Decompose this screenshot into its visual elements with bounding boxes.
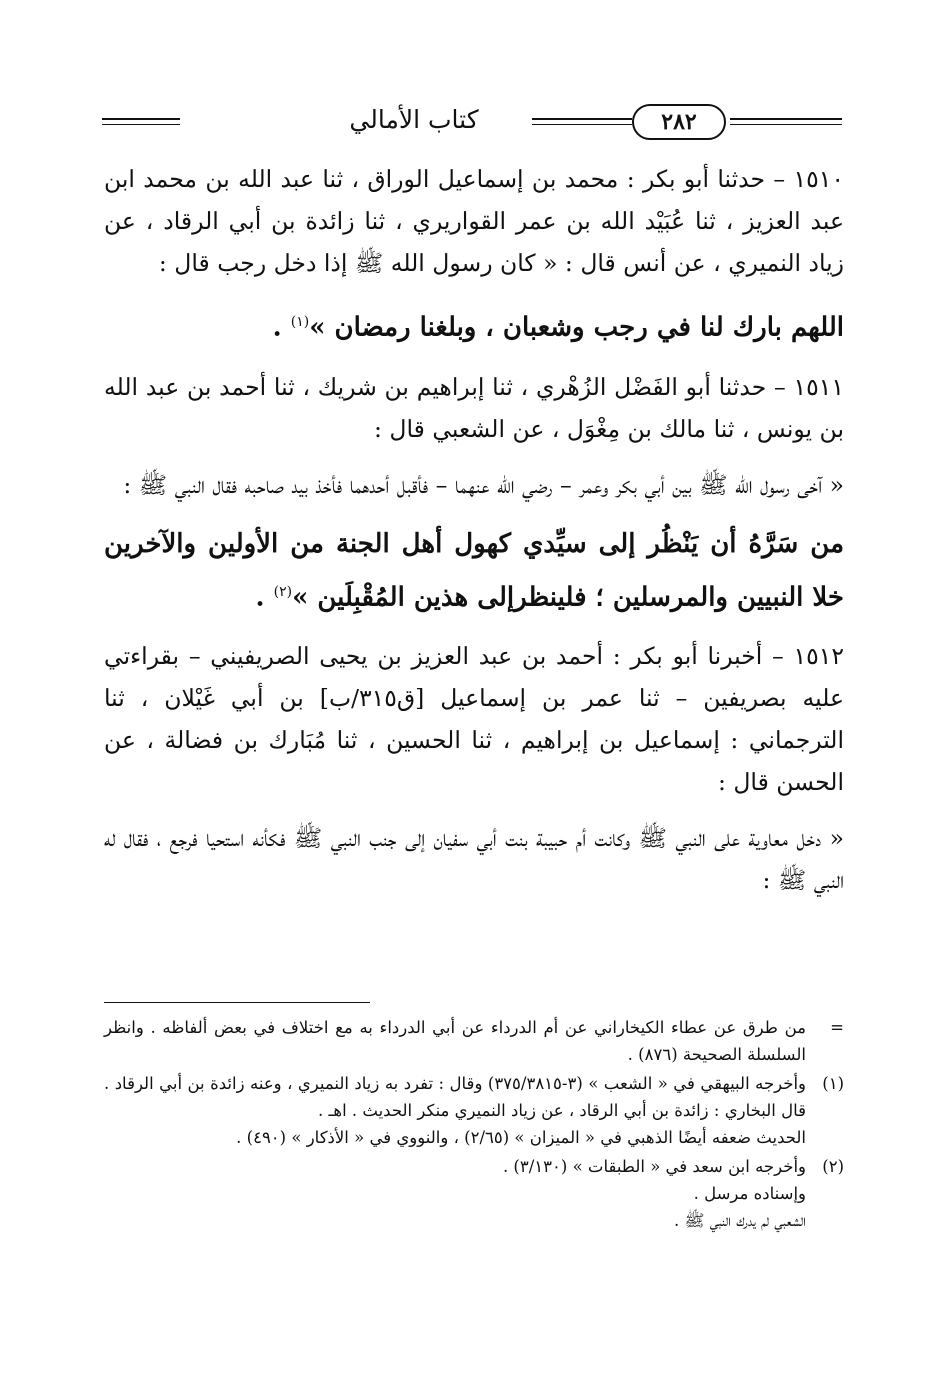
- header-rule: [532, 118, 632, 120]
- footnote-mark: (١): [822, 1074, 844, 1093]
- header-rule: [102, 118, 180, 120]
- header-rule: [730, 124, 842, 125]
- header-rule: [730, 118, 842, 120]
- paragraph-text: ١٥١٢ – أخبرنا أبو بكر : أحمد بن عبد العزيز بن يحيى الصريفيني – بقراءتي عليه بصريفين – ثنا عمر بن إسماعيل [ق٣١٥/ب] بن أبي غَيْلان ، ثنا الترجماني : إسماعيل بن إبراهيم ، ثنا الحسين ، ثنا مُبَارك بن فضالة ، عن الحسن قال :: [104, 642, 845, 797]
- end-dot: .: [272, 312, 291, 343]
- footnote-continued: [104, 1014, 844, 1068]
- footnote-mark: (٢): [822, 1157, 844, 1176]
- hadith-1511-isnad: [104, 366, 844, 450]
- footnote-line: وإسناده مرسل .: [693, 1184, 806, 1203]
- footnote-2: [104, 1153, 844, 1234]
- footnote-line: وأخرجه ابن سعد في « الطبقات » (٣/١٣٠) .: [502, 1157, 806, 1176]
- main-text: [104, 158, 844, 915]
- footnote-text: [104, 1014, 806, 1068]
- book-title: كتاب الأمالي: [349, 105, 479, 134]
- footnote-text: [104, 1070, 806, 1151]
- page-header: [102, 98, 842, 140]
- end-dot: .: [255, 582, 274, 613]
- footnote-1: [104, 1070, 844, 1151]
- hadith-1512-isnad: [104, 635, 844, 803]
- hadith-1510-isnad: [104, 158, 844, 284]
- page-number: ٢٨٢: [632, 104, 726, 140]
- footnote-line: الشعبي لم يدرك النبي ﷺ .: [674, 1211, 806, 1230]
- footnote-line: الحديث ضعفه أيضًا الذهبي في « الميزان » (٢/٦٥) ، والنووي في « الأذكار » (٤٩٠) .: [236, 1128, 806, 1147]
- footnote-ref-1[interactable]: (١): [290, 314, 310, 330]
- footnote-ref-2[interactable]: (٢): [273, 583, 293, 600]
- footnote-divider: [104, 1002, 370, 1003]
- footnote-text: [104, 1153, 806, 1234]
- paragraph-text: من سَرَّهُ أن يَنْظُر إلى سيِّدي كهول أهل الجنة من الأولين والآخرين خلا النبيين والمرسلين ؛ فلينظرإلى هذين المُقْبِلَين »: [104, 528, 844, 613]
- footnote-line: وأخرجه البيهقي في « الشعب » (٣-٣٧٥/٣٨١٥) وقال : تفرد به زياد النميري ، وعنه زائدة بن أبي الرقاد . قال البخاري : زائدة بن أبي الرقاد ، عن زياد النميري منكر الحديث . اهـ .: [104, 1074, 806, 1120]
- hadith-1511-intro: [104, 464, 844, 506]
- hadith-1510-matn: [104, 298, 844, 352]
- paragraph-text: ١٥١١ – حدثنا أبو الفَضْل الزُهْري ، ثنا إبراهيم بن شريك ، ثنا أحمد بن عبد الله بن يونس ، ثنا مالك بن مِغْوَل ، عن الشعبي قال :: [104, 372, 844, 443]
- footnote-mark: =: [830, 1018, 844, 1037]
- paragraph-text: اللهم بارك لنا في رجب وشعبان ، وبلغنا رمضان »: [309, 312, 844, 343]
- paragraph-text: ١٥١٠ – حدثنا أبو بكر : محمد بن إسماعيل الوراق ، ثنا عبد الله بن محمد ابن عبد العزيز ، ثنا عُبَيْد الله بن عمر القواريري ، ثنا زائدة بن أبي الرقاد ، عن زياد النميري ، عن أنس قال : « كان رسول الله ﷺ إذا دخل رجب قال :: [104, 165, 844, 277]
- paragraph-text: « دخل معاوية على النبي ﷺ وكانت أم حبيبة بنت أبي سفيان إلى جنب النبي ﷺ فكأنه استحيا فرجع ، فقال له النبي ﷺ :: [104, 824, 844, 895]
- header-rule: [532, 124, 632, 125]
- footnote-line: من طرق عن عطاء الكيخاراني عن أم الدرداء عن أبي الدرداء به مع اختلاف في بعض ألفاظه . وانظر السلسلة الصحيحة (٨٧٦) .: [104, 1018, 806, 1064]
- hadith-1512-intro: [104, 817, 844, 901]
- header-rule: [102, 124, 180, 125]
- paragraph-text: « آخى رسول الله ﷺ بين أبي بكر وعمر – رضي الله عنهما – فأقبل أحدهما فأخذ بيد صاحبه فقال النبي ﷺ :: [123, 470, 844, 499]
- footnotes: [104, 1014, 844, 1236]
- hadith-1511-matn: [104, 520, 844, 622]
